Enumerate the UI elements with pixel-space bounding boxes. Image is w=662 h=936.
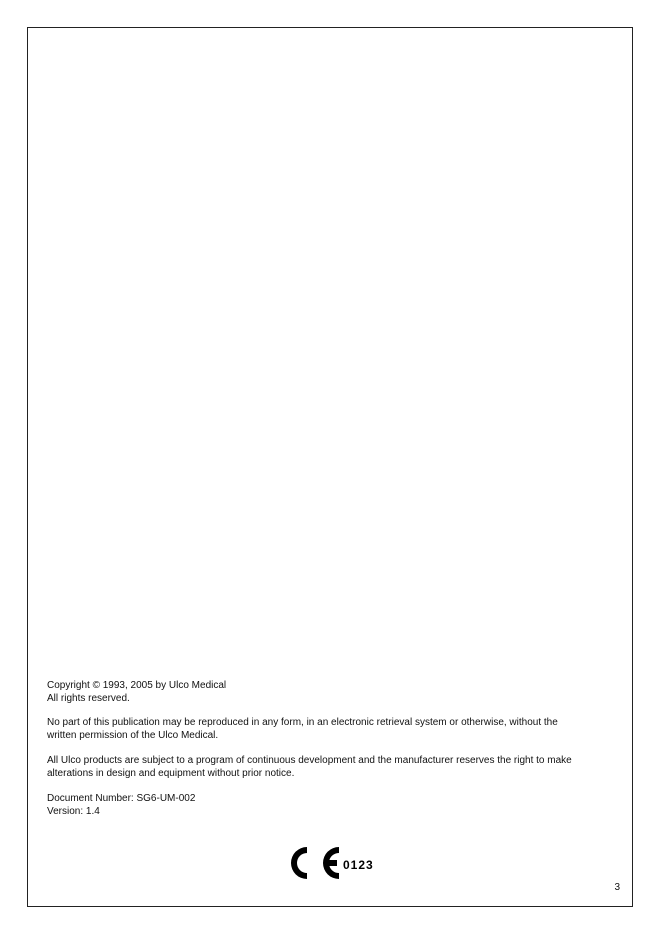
products-notice-line-1: All Ulco products are subject to a program of continuous development and the manufacturer reserves the right to make bbox=[47, 755, 572, 766]
page-number: 3 bbox=[614, 882, 620, 893]
products-notice-line-2: alterations in design and equipment without prior notice. bbox=[47, 767, 295, 779]
document-version: Version: 1.4 bbox=[47, 805, 100, 817]
reproduction-notice bbox=[47, 717, 613, 742]
ce-notified-body-number: 0123 bbox=[343, 858, 374, 872]
copyright-notice bbox=[47, 680, 613, 705]
reproduction-notice-line-1: No part of this publication may be reproduced in any form, in an electronic retrieval system or otherwise, without the bbox=[47, 717, 558, 728]
document-info bbox=[47, 793, 613, 818]
ce-mark-icon bbox=[287, 843, 377, 883]
copyright-line: Copyright © 1993, 2005 by Ulco Medical bbox=[47, 680, 227, 691]
reproduction-notice-line-2: written permission of the Ulco Medical. bbox=[47, 729, 219, 741]
rights-reserved-line: All rights reserved. bbox=[47, 692, 130, 704]
document-number: Document Number: SG6-UM-002 bbox=[47, 793, 196, 804]
products-notice bbox=[47, 755, 613, 780]
